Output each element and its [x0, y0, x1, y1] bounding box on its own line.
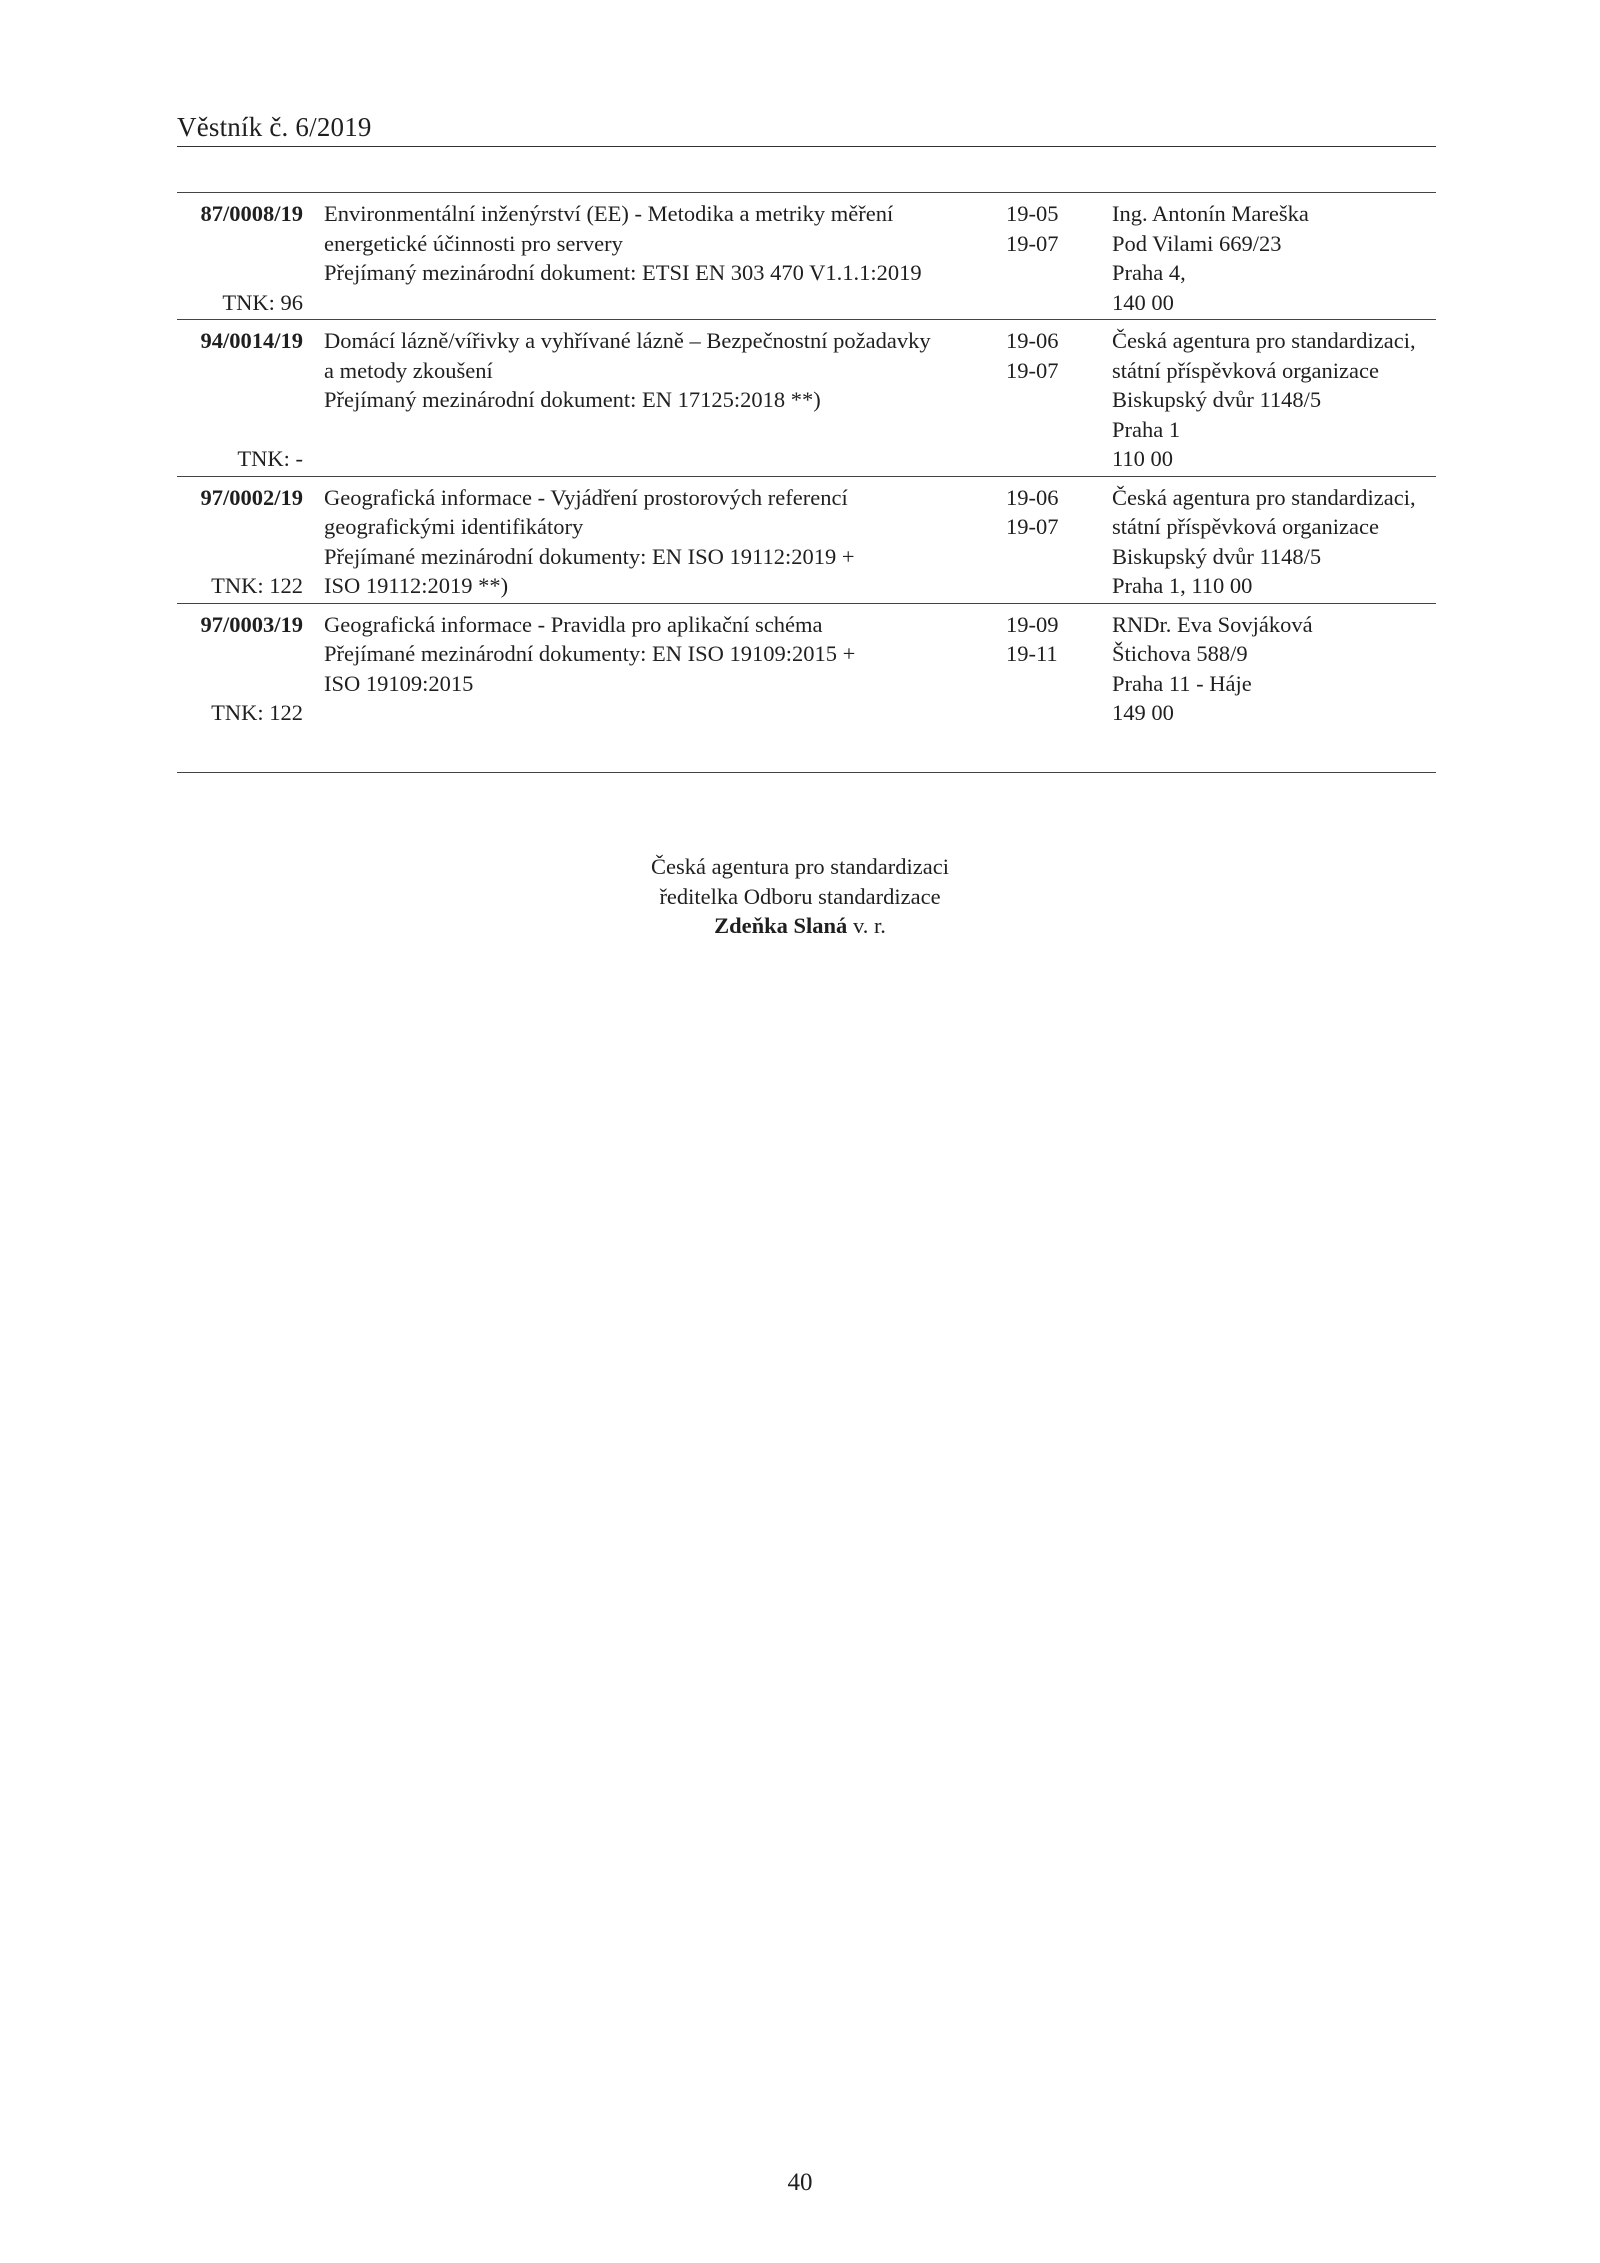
date-line: 19-07	[1006, 514, 1059, 539]
contact-line: Pod Vilami 669/23	[1112, 230, 1282, 256]
date-line: 19-06	[1006, 484, 1059, 510]
contact-line: RNDr. Eva Sovjáková	[1112, 611, 1313, 637]
record-row	[177, 477, 1436, 604]
date-line: 19-09	[1006, 611, 1059, 637]
record-id-column	[177, 326, 303, 474]
record-description	[324, 326, 1006, 474]
record-code: 97/0002/19	[200, 484, 303, 510]
date-line: 19-05	[1006, 201, 1059, 226]
signature-organization: Česká agentura pro standardizaci	[651, 854, 949, 879]
date-line: 19-06	[1006, 328, 1059, 353]
signature-suffix: v. r.	[847, 913, 886, 938]
record-tnk: TNK: 122	[211, 573, 303, 598]
record-row	[177, 193, 1436, 320]
description-line: ISO 19109:2015	[324, 670, 474, 696]
description-line: Environmentální inženýrství (EE) - Metodika a metriky měření	[324, 201, 894, 226]
description-line: energetické účinnosti pro servery	[324, 230, 623, 256]
description-line: Geografická informace - Vyjádření prostorových referencí	[324, 484, 848, 510]
record-description	[324, 610, 1006, 728]
record-dates	[1006, 610, 1076, 728]
record-code: 94/0014/19	[200, 328, 303, 353]
description-line: geografickými identifikátory	[324, 514, 584, 539]
signature-block	[500, 852, 1100, 941]
contact-line: Česká agentura pro standardizaci,	[1112, 328, 1416, 353]
signatory-name: Zdeňka Slaná	[714, 913, 848, 938]
record-dates	[1006, 199, 1076, 317]
standards-table	[177, 192, 1436, 773]
description-line: ISO 19112:2019 **)	[324, 573, 509, 598]
journal-title: Věstník č. 6/2019	[177, 112, 372, 142]
contact-line: Praha 11 - Háje	[1112, 670, 1252, 696]
record-contact	[1112, 326, 1436, 474]
contact-line: Biskupský dvůr 1148/5	[1112, 387, 1322, 412]
contact-line: Biskupský dvůr 1148/5	[1112, 543, 1322, 569]
record-code: 87/0008/19	[200, 201, 303, 226]
description-line: Přejímané mezinárodní dokumenty: EN ISO 19109:2015 +	[324, 641, 856, 666]
description-line: a metody zkoušení	[324, 357, 493, 383]
contact-line: 149 00	[1112, 700, 1174, 725]
contact-line: Praha 1	[1112, 416, 1181, 442]
record-id-column	[177, 483, 303, 601]
record-tnk: TNK: 122	[211, 700, 303, 725]
description-line: Přejímané mezinárodní dokumenty: EN ISO 19112:2019 +	[324, 543, 855, 569]
date-line: 19-07	[1006, 357, 1059, 383]
page-number: 40	[787, 2169, 813, 2196]
contact-line: 110 00	[1112, 446, 1174, 471]
record-dates	[1006, 326, 1076, 474]
description-line: Přejímaný mezinárodní dokument: EN 17125:2018 **)	[324, 387, 821, 412]
contact-line: Praha 4,	[1112, 260, 1186, 285]
record-id-column	[177, 610, 303, 728]
record-tnk: TNK: 96	[222, 289, 303, 315]
contact-line: státní příspěvková organizace	[1112, 514, 1379, 539]
record-tnk: TNK: -	[237, 446, 303, 471]
page-header	[177, 112, 1436, 147]
record-contact	[1112, 610, 1436, 728]
contact-line: 140 00	[1112, 289, 1174, 315]
contact-line: Česká agentura pro standardizaci,	[1112, 484, 1416, 510]
description-line: Domácí lázně/vířivky a vyhřívané lázně – Bezpečnostní požadavky	[324, 328, 931, 353]
record-contact	[1112, 483, 1436, 601]
contact-line: Praha 1, 110 00	[1112, 573, 1253, 598]
contact-line: Štichova 588/9	[1112, 641, 1248, 666]
contact-line: Ing. Antonín Mareška	[1112, 201, 1309, 226]
record-dates	[1006, 483, 1076, 601]
description-line: Přejímaný mezinárodní dokument: ETSI EN 303 470 V1.1.1:2019	[324, 260, 922, 285]
contact-line: státní příspěvková organizace	[1112, 357, 1379, 383]
record-contact	[1112, 199, 1436, 317]
description-line: Geografická informace - Pravidla pro aplikační schéma	[324, 611, 823, 637]
signature-role: ředitelka Odboru standardizace	[659, 883, 941, 909]
record-description	[324, 199, 1006, 317]
date-line: 19-07	[1006, 230, 1059, 256]
record-description	[324, 483, 1006, 601]
record-id-column	[177, 199, 303, 317]
date-line: 19-11	[1006, 641, 1058, 666]
record-code: 97/0003/19	[200, 611, 303, 637]
signature-line	[500, 911, 1100, 941]
record-row	[177, 604, 1436, 772]
record-row	[177, 320, 1436, 477]
